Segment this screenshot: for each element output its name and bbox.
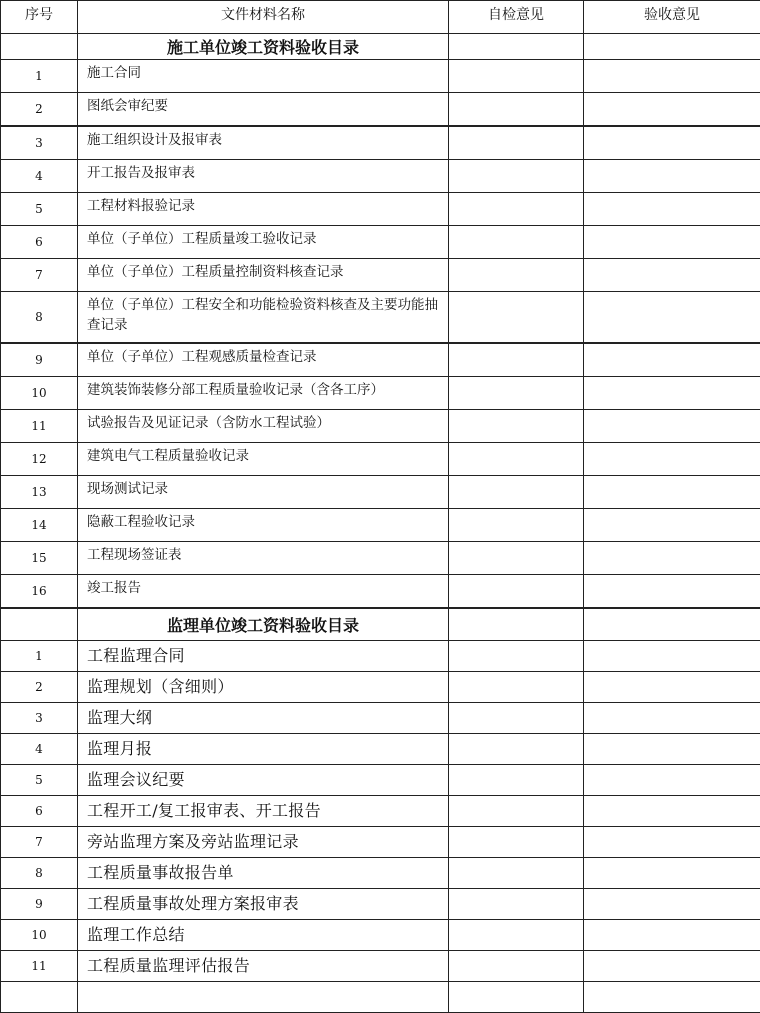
row-num: 8 [1, 858, 78, 889]
self-check-cell[interactable] [449, 443, 584, 476]
row-name: 工程质量监理评估报告 [78, 951, 449, 982]
acceptance-cell[interactable] [584, 889, 760, 920]
self-check-cell[interactable] [449, 343, 584, 377]
table-row [1, 93, 760, 127]
self-check-cell[interactable] [449, 476, 584, 509]
header-row [1, 1, 760, 34]
row-num: 9 [1, 889, 78, 920]
row-num: 2 [1, 672, 78, 703]
self-check-cell[interactable] [449, 734, 584, 765]
section1-title: 施工单位竣工资料验收目录 [78, 34, 449, 60]
row-name: 开工报告及报审表 [78, 160, 449, 193]
table-row [1, 951, 760, 982]
row-name: 隐蔽工程验收记录 [78, 509, 449, 542]
acceptance-cell[interactable] [584, 734, 760, 765]
row-name: 单位（子单位）工程安全和功能检验资料核查及主要功能抽查记录 [78, 292, 449, 344]
acceptance-cell[interactable] [584, 509, 760, 542]
acceptance-cell[interactable] [584, 126, 760, 160]
row-name: 工程质量事故处理方案报审表 [78, 889, 449, 920]
table-row [1, 765, 760, 796]
self-check-cell[interactable] [449, 889, 584, 920]
acceptance-cell[interactable] [584, 193, 760, 226]
acceptance-cell[interactable] [584, 765, 760, 796]
table-row [1, 542, 760, 575]
row-name: 施工组织设计及报审表 [78, 126, 449, 160]
table-row [1, 126, 760, 160]
table-row [1, 193, 760, 226]
self-check-cell[interactable] [449, 672, 584, 703]
acceptance-cell[interactable] [584, 443, 760, 476]
row-name: 施工合同 [78, 60, 449, 93]
table-row [1, 827, 760, 858]
row-name: 图纸会审纪要 [78, 93, 449, 127]
self-check-cell[interactable] [449, 93, 584, 127]
row-num: 1 [1, 60, 78, 93]
row-num: 15 [1, 542, 78, 575]
row-num: 9 [1, 343, 78, 377]
row-num: 4 [1, 160, 78, 193]
self-check-cell[interactable] [449, 982, 584, 1013]
table-row [1, 377, 760, 410]
self-check-cell[interactable] [449, 542, 584, 575]
table-row [1, 259, 760, 292]
self-check-cell[interactable] [449, 509, 584, 542]
self-check-cell[interactable] [449, 575, 584, 609]
row-num: 5 [1, 193, 78, 226]
self-check-cell[interactable] [449, 160, 584, 193]
acceptance-cell[interactable] [584, 827, 760, 858]
row-name: 建筑装饰装修分部工程质量验收记录（含各工序） [78, 377, 449, 410]
row-name: 单位（子单位）工程观感质量检查记录 [78, 343, 449, 377]
row-name: 现场测试记录 [78, 476, 449, 509]
table-row [1, 796, 760, 827]
acceptance-cell[interactable] [584, 410, 760, 443]
table-row [1, 160, 760, 193]
self-check-cell[interactable] [449, 858, 584, 889]
row-num: 1 [1, 641, 78, 672]
acceptance-cell[interactable] [584, 703, 760, 734]
row-num: 6 [1, 796, 78, 827]
row-name: 监理月报 [78, 734, 449, 765]
row-num: 5 [1, 765, 78, 796]
acceptance-cell[interactable] [584, 377, 760, 410]
row-num: 6 [1, 226, 78, 259]
header-self-check: 自检意见 [449, 1, 584, 34]
section1-title-row [1, 34, 760, 60]
self-check-cell[interactable] [449, 377, 584, 410]
row-num: 8 [1, 292, 78, 344]
row-name: 监理大纲 [78, 703, 449, 734]
self-check-cell[interactable] [449, 641, 584, 672]
acceptance-cell[interactable] [584, 672, 760, 703]
row-num: 3 [1, 703, 78, 734]
table-row [1, 575, 760, 609]
row-num: 3 [1, 126, 78, 160]
row-num: 11 [1, 410, 78, 443]
row-num: 10 [1, 377, 78, 410]
acceptance-cell[interactable] [584, 575, 760, 609]
self-check-cell[interactable] [449, 292, 584, 344]
acceptance-cell[interactable] [584, 343, 760, 377]
acceptance-cell[interactable] [584, 951, 760, 982]
table-row [1, 410, 760, 443]
self-check-cell[interactable] [449, 796, 584, 827]
section2-title-row [1, 608, 760, 641]
row-name: 工程材料报验记录 [78, 193, 449, 226]
self-check-cell[interactable] [449, 60, 584, 93]
table-row [1, 889, 760, 920]
acceptance-cell[interactable] [584, 542, 760, 575]
self-check-cell[interactable] [449, 703, 584, 734]
row-name: 单位（子单位）工程质量竣工验收记录 [78, 226, 449, 259]
table-row [1, 226, 760, 259]
row-name: 旁站监理方案及旁站监理记录 [78, 827, 449, 858]
acceptance-cell[interactable] [584, 160, 760, 193]
table-row [1, 672, 760, 703]
row-name: 监理会议纪要 [78, 765, 449, 796]
table-row [1, 343, 760, 377]
acceptance-cell[interactable] [584, 476, 760, 509]
row-num: 11 [1, 951, 78, 982]
row-name: 监理工作总结 [78, 920, 449, 951]
acceptance-cell[interactable] [584, 259, 760, 292]
self-check-cell[interactable] [449, 259, 584, 292]
acceptance-cell[interactable] [584, 982, 760, 1013]
table-row [1, 641, 760, 672]
acceptance-cell[interactable] [584, 226, 760, 259]
row-name: 工程开工/复工报审表、开工报告 [78, 796, 449, 827]
row-name: 试验报告及见证记录（含防水工程试验） [78, 410, 449, 443]
acceptance-cell[interactable] [584, 60, 760, 93]
row-num: 16 [1, 575, 78, 609]
blank-row [1, 982, 760, 1013]
row-name: 工程现场签证表 [78, 542, 449, 575]
row-name: 竣工报告 [78, 575, 449, 609]
row-num: 2 [1, 93, 78, 127]
row-name: 工程质量事故报告单 [78, 858, 449, 889]
acceptance-cell[interactable] [584, 292, 760, 344]
row-num: 13 [1, 476, 78, 509]
table-row [1, 858, 760, 889]
self-check-cell[interactable] [449, 126, 584, 160]
row-name: 建筑电气工程质量验收记录 [78, 443, 449, 476]
acceptance-cell[interactable] [584, 796, 760, 827]
row-name: 单位（子单位）工程质量控制资料核查记录 [78, 259, 449, 292]
table-row [1, 60, 760, 93]
table-row [1, 703, 760, 734]
acceptance-cell[interactable] [584, 641, 760, 672]
header-acceptance: 验收意见 [584, 1, 760, 34]
self-check-cell[interactable] [449, 827, 584, 858]
self-check-cell[interactable] [449, 193, 584, 226]
table-row [1, 443, 760, 476]
acceptance-cell[interactable] [584, 858, 760, 889]
self-check-cell[interactable] [449, 410, 584, 443]
self-check-cell[interactable] [449, 765, 584, 796]
table-row [1, 292, 760, 344]
row-num: 10 [1, 920, 78, 951]
row-num: 7 [1, 827, 78, 858]
header-num: 序号 [1, 1, 78, 34]
row-num: 14 [1, 509, 78, 542]
header-name: 文件材料名称 [78, 1, 449, 34]
table-row [1, 476, 760, 509]
table-row [1, 734, 760, 765]
section2-title: 监理单位竣工资料验收目录 [78, 608, 449, 641]
row-name: 监理规划（含细则） [78, 672, 449, 703]
self-check-cell[interactable] [449, 226, 584, 259]
row-num: 12 [1, 443, 78, 476]
table-row [1, 509, 760, 542]
acceptance-cell[interactable] [584, 93, 760, 127]
self-check-cell[interactable] [449, 951, 584, 982]
row-name: 工程监理合同 [78, 641, 449, 672]
row-num: 4 [1, 734, 78, 765]
row-num: 7 [1, 259, 78, 292]
